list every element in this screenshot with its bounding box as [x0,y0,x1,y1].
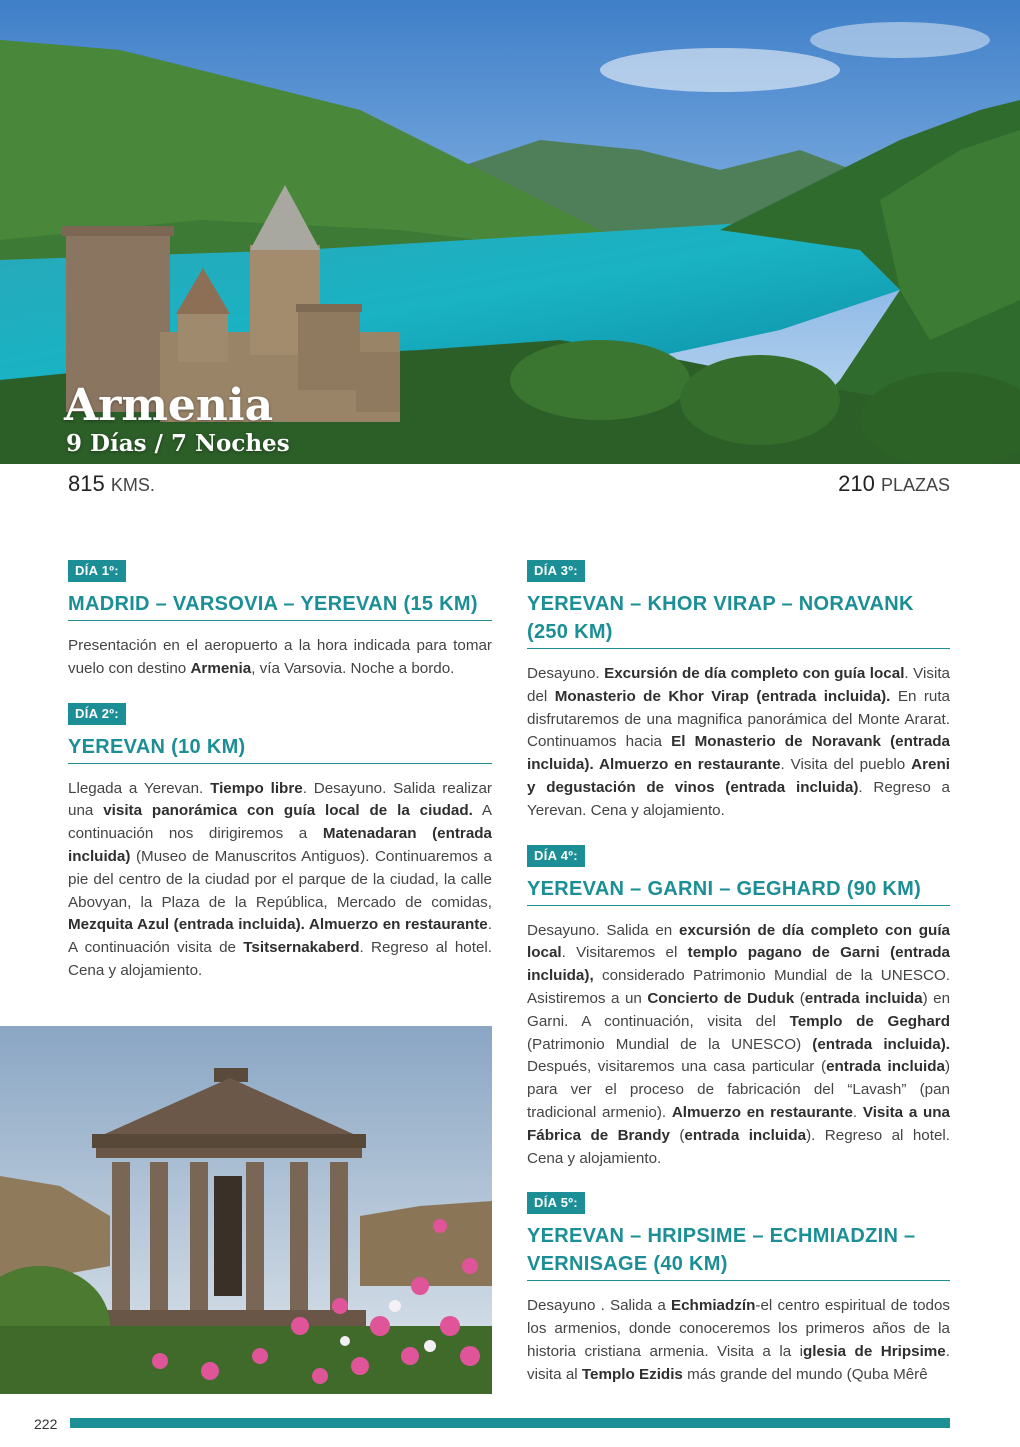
page-title: Armenia [64,380,274,431]
day-5-tag: DÍA 5º: [527,1192,585,1214]
day-5-title: YEREVAN – HRIPSIME – ECHMIADZIN – VERNISAGE (40 KM) [527,1222,950,1281]
garni-temple-image [0,1026,492,1394]
day-1-title: MADRID – VARSOVIA – YEREVAN (15 KM) [68,590,492,621]
distance-value: 815 [68,471,105,496]
day-2-description: Llegada a Yerevan. Tiempo libre. Desayuno. Salida realizar una visita panorámica con guía local de la ciudad. A continuación nos dirigiremos a Matenadaran (entrada incluida) (Museo de Manuscritos Antiguos). Continuaremos a pie del centro de la ciudad por el parque de la ciudad, la calle Abovyan, la Plaza de la República, Mercado de comidas, Mezquita Azul (entrada incluida). Almuerzo en restaurante. A continuación visita de Tsitsernakaberd. Regreso al hotel. Cena y alojamiento. [68,779,492,979]
itinerary-right-column [527,560,950,1409]
day-1-description: Presentación en el aeropuerto a la hora indicada para tomar vuelo con destino Armenia, vía Varsovia. Noche a bordo. [68,637,492,677]
distance-unit: KMS. [110,475,155,495]
day-2-title: YEREVAN (10 KM) [68,733,492,764]
day-1-section [68,560,492,681]
day-3-title: YEREVAN – KHOR VIRAP – NORAVANK (250 KM) [527,590,950,649]
day-4-title: YEREVAN – GARNI – GEGHARD (90 KM) [527,875,950,906]
seats-value: 210 [838,471,875,496]
hero-photo [0,0,1020,464]
day-4-section [527,845,950,1171]
day-3-tag: DÍA 3º: [527,560,585,582]
day-2-section [68,703,492,983]
seats-unit: PLAZAS [880,475,950,495]
itinerary-left-column [68,560,492,1005]
day-3-description: Desayuno. Excursión de día completo con guía local. Visita del Monasterio de Khor Virap (entrada incluida). En ruta disfrutaremos de una magnifica panorámica del Monte Ararat. Continuamos hacia El Monasterio de Noravank (entrada incluida). Almuerzo en restaurante. Visita del pueblo Areni y degustación de vinos (entrada incluida). Regreso a Yerevan. Cena y alojamiento. [527,665,950,819]
day-4-description: Desayuno. Salida en excursión de día completo con guía local. Visitaremos el templo pagano de Garni (entrada incluida), considerado Patrimonio Mundial de la UNESCO. Asistiremos a un Concierto de Duduk (entrada incluida) en Garni. A continuación, visita del Templo de Geghard (Patrimonio Mundial de la UNESCO) (entrada incluida). Después, visitaremos una casa particular (entrada incluida) para ver el proceso de fabricación del “Lavash” (pan tradicional armenio). Almuerzo en restaurante. Visita a una Fábrica de Brandy (entrada incluida). Regreso al hotel. Cena y alojamiento. [527,921,951,1167]
page-subtitle: 9 Días / 7 Noches [66,430,290,457]
day-4-tag: DÍA 4º: [527,845,585,867]
seats-stat [838,470,950,499]
garni-temple-photo [0,1026,492,1394]
day-1-tag: DÍA 1º: [68,560,126,582]
day-5-section [527,1192,950,1386]
day-2-tag: DÍA 2º: [68,703,126,725]
footer-bar [70,1418,950,1428]
distance-stat [68,470,155,499]
day-5-description: Desayuno . Salida a Echmiadzín-el centro espiritual de todos los armenios, donde conoceremos los primeros años de la historia cristiana armenia. Visita a la iglesia de Hripsime. visita al Templo Ezidis más grande del mundo (Quba Mêrê [527,1297,951,1383]
day-3-section [527,560,950,823]
page-number: 222 [34,1416,58,1432]
